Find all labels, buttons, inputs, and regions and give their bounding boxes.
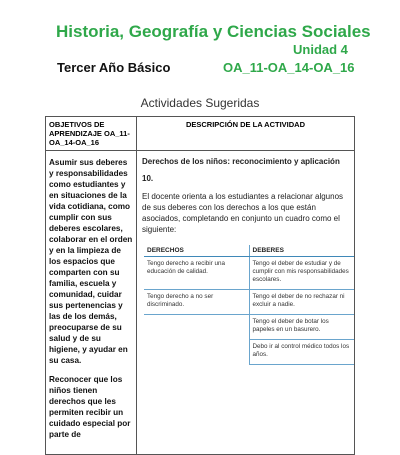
unit-label: Unidad 4 [293,42,348,57]
objective-text: Asumir sus deberes y responsabilidades como estudiantes y en situaciones de la vida cotidiana, como cumplir con sus deberes escolares, colaborar en el orden y en la limpieza de los espacios que comparten con su familia, escuela y comunidad, cuidar sus pertenencias y las de los demás, preocuparse de su salud y de su higiene, y ayudar en su casa. [49,158,133,365]
duty-cell: Debo ir al control médico todos los años. [249,340,354,365]
table-row [144,290,354,315]
activity-cell [137,151,355,455]
right-cell [144,315,249,340]
section-title: Actividades Sugeridas [140,96,260,110]
duty-cell: Tengo el deber de no rechazar ni excluir a nadie. [249,290,354,315]
table-row [144,257,354,290]
activities-table [45,116,355,455]
duty-cell: Tengo el deber de estudiar y de cumplir con mis responsabilidades escolares. [249,257,354,290]
right-cell [144,340,249,365]
document-title: Historia, Geografía y Ciencias Sociales [56,22,371,41]
table-header-row [46,117,355,151]
duty-cell: Tengo el deber de botar los papeles en un basurero. [249,315,354,340]
duties-header: DEBERES [249,245,354,257]
rights-header: DERECHOS [144,245,249,257]
activity-number: 10. [142,174,154,183]
objectives-column-header: OBJETIVOS DE APRENDIZAJE OA_11-OA_14-OA_16 [46,117,137,151]
objective-text: Reconocer que los niños tienen derechos que les permiten recibir un cuidado especial por parte de [49,375,131,439]
inner-header-row [144,245,354,257]
right-cell: Tengo derecho a no ser discriminado. [144,290,249,315]
table-row [144,340,354,365]
table-row [144,315,354,340]
activity-text: El docente orienta a los estudiantes a relacionar algunos de sus deberes con los derechos a los que están asociados, completando en conjunto un cuadro como el siguiente: [142,192,344,234]
table-row [46,151,355,455]
description-column-header: DESCRIPCIÓN DE LA ACTIVIDAD [137,117,355,151]
grade-label: Tercer Año Básico [57,60,171,75]
rights-duties-table [144,245,354,365]
right-cell: Tengo derecho a recibir una educación de calidad. [144,257,249,290]
objective-codes: OA_11-OA_14-OA_16 [223,60,355,75]
objectives-cell [46,151,137,455]
activity-title: Derechos de los niños: reconocimiento y aplicación [142,157,340,166]
